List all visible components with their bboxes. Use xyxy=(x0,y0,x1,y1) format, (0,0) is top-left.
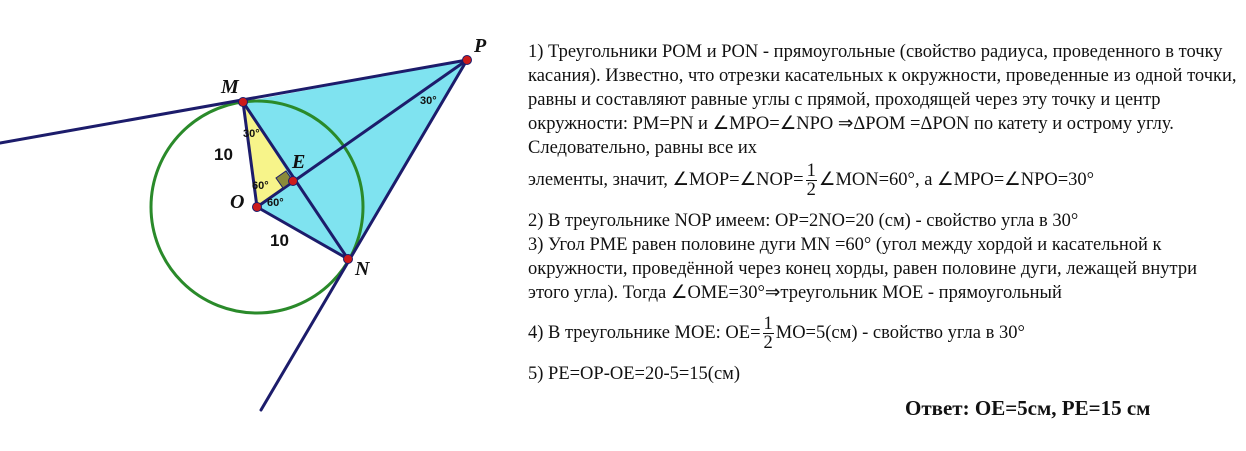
length-on: 10 xyxy=(270,231,289,250)
angle-o-lower: 60° xyxy=(267,197,284,209)
point-e xyxy=(289,177,298,186)
fraction-one-half-2 xyxy=(763,315,774,352)
solution-text xyxy=(528,40,1240,386)
point-o xyxy=(253,203,262,212)
length-om: 10 xyxy=(214,145,233,164)
answer: Ответ: OE=5см, PE=15 см xyxy=(905,396,1151,420)
label-o: O xyxy=(230,191,245,213)
angle-m: 30° xyxy=(243,128,260,140)
geometry-figure xyxy=(0,0,520,451)
step-5-text: 5) PE=OP-OE=20-5=15(см) xyxy=(528,364,741,384)
fraction-denominator: 2 xyxy=(806,180,816,200)
step-1-text: 1) Треугольники POM и PON - прямоугольные (свойство радиуса, проведенного в точку касания). Известно, что отрезки касательных к окружности, проведенные из одной точки, равны и составляют равные углы с прямой, проходящей через эту точку и центр окружности: PM=PN и ∠MPO=∠NPO ⇒ΔPOM =ΔPON по катету и острому углу. Следовательно, равны все их xyxy=(528,42,1237,158)
step-1-post: ∠MON=60°, а ∠MPO=∠NPO=30° xyxy=(818,169,1095,190)
step-3-text: 3) Угол PME равен половине дуги MN =60° (угол между хордой и касательной к окружности, проведённой через конец хорды, равен половине дуги, лежащей внутри этого угла). Тогда ∠OME=30°⇒треугольник MOE - прямоугольный xyxy=(528,235,1197,303)
step-4-post: MO=5(см) - свойство угла в 30° xyxy=(775,322,1025,343)
label-m: M xyxy=(221,76,239,98)
fraction-denominator-2: 2 xyxy=(763,333,773,353)
angle-p: 30° xyxy=(420,95,437,107)
step-1-conclusion xyxy=(528,162,1240,199)
step-2-text: 2) В треугольнике NOP имеем: OP=2NO=20 (см) - свойство угла в 30° xyxy=(528,211,1079,231)
point-m xyxy=(239,98,248,107)
fraction-numerator: 1 xyxy=(806,161,816,181)
fraction-numerator-2: 1 xyxy=(763,314,773,334)
point-n xyxy=(344,255,353,264)
label-p: P xyxy=(474,35,487,57)
step-4-text xyxy=(528,315,1240,352)
step-4-pre: 4) В треугольнике MOE: OE= xyxy=(528,322,761,343)
step-1-pre: элементы, значит, ∠MOP=∠NOP= xyxy=(528,169,804,190)
angle-o-upper: 60° xyxy=(252,180,269,192)
fraction-one-half xyxy=(806,162,817,199)
label-n: N xyxy=(355,258,370,280)
label-e: E xyxy=(292,151,306,173)
point-p xyxy=(463,56,472,65)
